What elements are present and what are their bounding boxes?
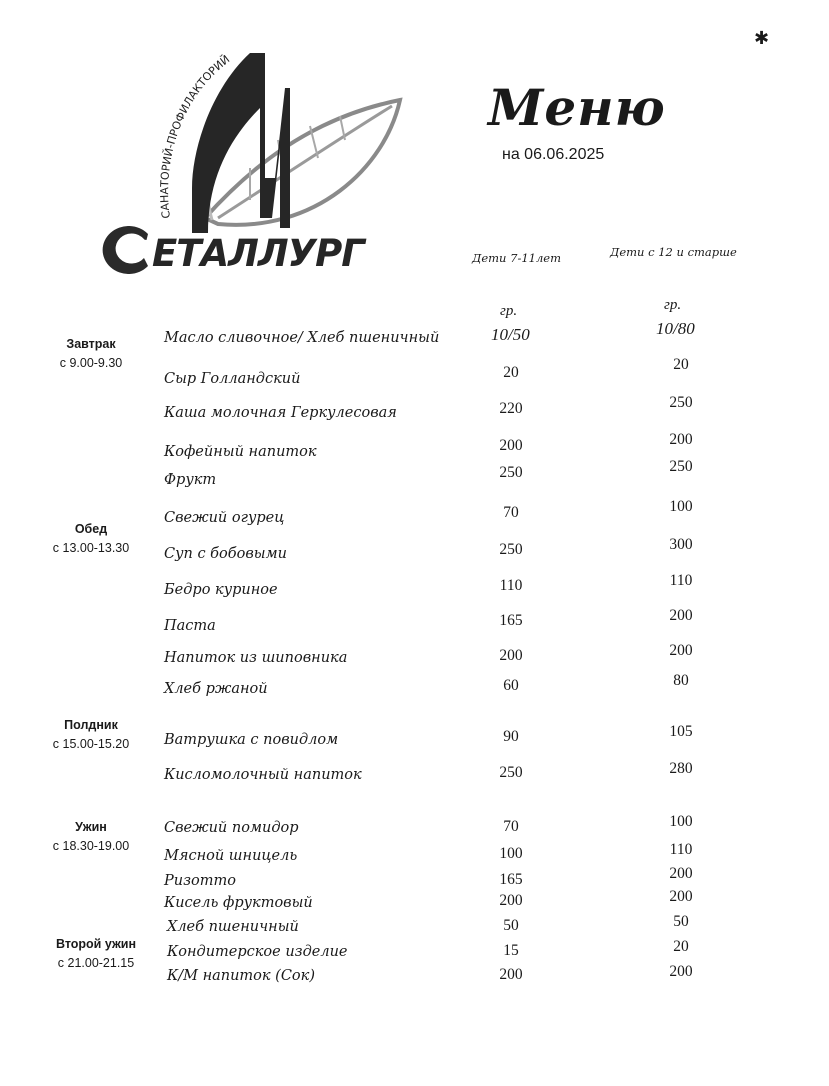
portion-kids-7-11: 50 — [503, 917, 519, 934]
portion-kids-7-11: 20 — [503, 364, 519, 381]
column-header-kids-12-plus: Дети с 12 и старше — [610, 245, 737, 259]
portion-kids-7-11: 70 — [503, 504, 519, 521]
portion-kids-12-plus: 200 — [669, 865, 693, 882]
portion-kids-12-plus: 20 — [673, 938, 689, 955]
portion-kids-12-plus: 80 — [673, 672, 689, 689]
meal-snack: Полдник с 15.00-15.20 — [52, 718, 130, 751]
portion-kids-7-11: 15 — [503, 942, 519, 959]
dish-item: Ватрушка с повидлом — [164, 732, 339, 748]
portion-kids-7-11: 70 — [503, 818, 519, 835]
dish-item: Хлеб пшеничный — [167, 919, 299, 935]
speck-mark: ✱ — [754, 28, 770, 49]
portion-kids-7-11: 220 — [499, 400, 523, 417]
portion-kids-7-11: 165 — [499, 871, 523, 888]
portion-kids-7-11: 250 — [499, 541, 523, 558]
dish-item: Свежий огурец — [164, 510, 285, 526]
portion-kids-12-plus: 200 — [669, 888, 693, 905]
portion-kids-12-plus: 100 — [669, 813, 693, 830]
unit-label-kids-12-plus: гр. — [664, 297, 682, 313]
page-title: Меню — [488, 78, 666, 137]
dish-item: Кондитерское изделие — [167, 944, 348, 960]
meal-lunch: Обед с 13.00-13.30 — [52, 522, 130, 555]
dish-item: Хлеб ржаной — [164, 681, 268, 697]
menu-date: на 06.06.2025 — [502, 146, 605, 163]
dish-item: Масло сливочное/ Хлеб пшеничный — [164, 330, 440, 346]
dish-item: Ризотто — [164, 873, 236, 889]
portion-kids-12-plus: 280 — [669, 760, 693, 777]
leaf-logo-icon — [100, 28, 410, 278]
portion-kids-7-11: 200 — [499, 892, 523, 909]
logo-brand-text: ЕТАЛЛУРГ — [152, 232, 364, 275]
meal-breakfast: Завтрак с 9.00-9.30 — [59, 337, 123, 370]
dish-item: Кисломолочный напиток — [164, 767, 362, 783]
portion-kids-7-11: 250 — [499, 764, 523, 781]
sanatorium-logo — [100, 28, 410, 278]
dish-item: Сыр Голландский — [164, 371, 301, 387]
portion-kids-7-11: 100 — [499, 845, 523, 862]
portion-kids-12-plus: 200 — [669, 642, 693, 659]
dish-item: Фрукт — [164, 472, 217, 488]
portion-kids-7-11: 200 — [499, 437, 523, 454]
dish-item: Напиток из шиповника — [164, 650, 348, 666]
portion-kids-7-11: 60 — [503, 677, 519, 694]
portion-kids-12-plus: 20 — [673, 356, 689, 373]
logo-arc-text: САНАТОРИЙ-ПРОФИЛАКТОРИЙ — [158, 52, 233, 220]
portion-kids-7-11: 200 — [499, 647, 523, 664]
dish-item: Кофейный напиток — [164, 444, 317, 460]
portion-kids-12-plus: 300 — [669, 536, 693, 553]
dish-item: Мясной шницель — [164, 848, 298, 864]
dish-item: Суп с бобовыми — [164, 546, 287, 562]
dish-item: Каша молочная Геркулесовая — [164, 405, 397, 421]
meal-dinner: Ужин с 18.30-19.00 — [52, 820, 130, 853]
portion-kids-7-11: 110 — [499, 577, 523, 594]
meal-second-dinner: Второй ужин с 21.00-21.15 — [55, 937, 137, 970]
dish-item: К/М напиток (Сок) — [167, 968, 315, 984]
portion-head-kids-12-plus: 10/80 — [656, 319, 695, 338]
portion-kids-12-plus: 110 — [669, 841, 693, 858]
portion-kids-12-plus: 200 — [669, 431, 693, 448]
portion-kids-12-plus: 100 — [669, 498, 693, 515]
column-header-kids-7-11: Дети 7-11лет — [472, 251, 561, 265]
dish-item: Паста — [164, 618, 216, 634]
dish-item: Бедро куриное — [164, 582, 278, 598]
unit-label-kids-7-11: гр. — [500, 303, 518, 319]
portion-kids-7-11: 90 — [503, 728, 519, 745]
portion-kids-12-plus: 200 — [669, 607, 693, 624]
portion-kids-7-11: 200 — [499, 966, 523, 983]
portion-kids-12-plus: 200 — [669, 963, 693, 980]
portion-kids-7-11: 250 — [499, 464, 523, 481]
dish-item: Кисель фруктовый — [164, 895, 313, 911]
portion-kids-12-plus: 105 — [669, 723, 693, 740]
portion-kids-12-plus: 50 — [673, 913, 689, 930]
portion-kids-7-11: 165 — [499, 612, 523, 629]
portion-head-kids-7-11: 10/50 — [491, 325, 530, 344]
portion-kids-12-plus: 250 — [669, 394, 693, 411]
portion-kids-12-plus: 250 — [669, 458, 693, 475]
dish-item: Свежий помидор — [164, 820, 299, 836]
portion-kids-12-plus: 110 — [669, 572, 693, 589]
